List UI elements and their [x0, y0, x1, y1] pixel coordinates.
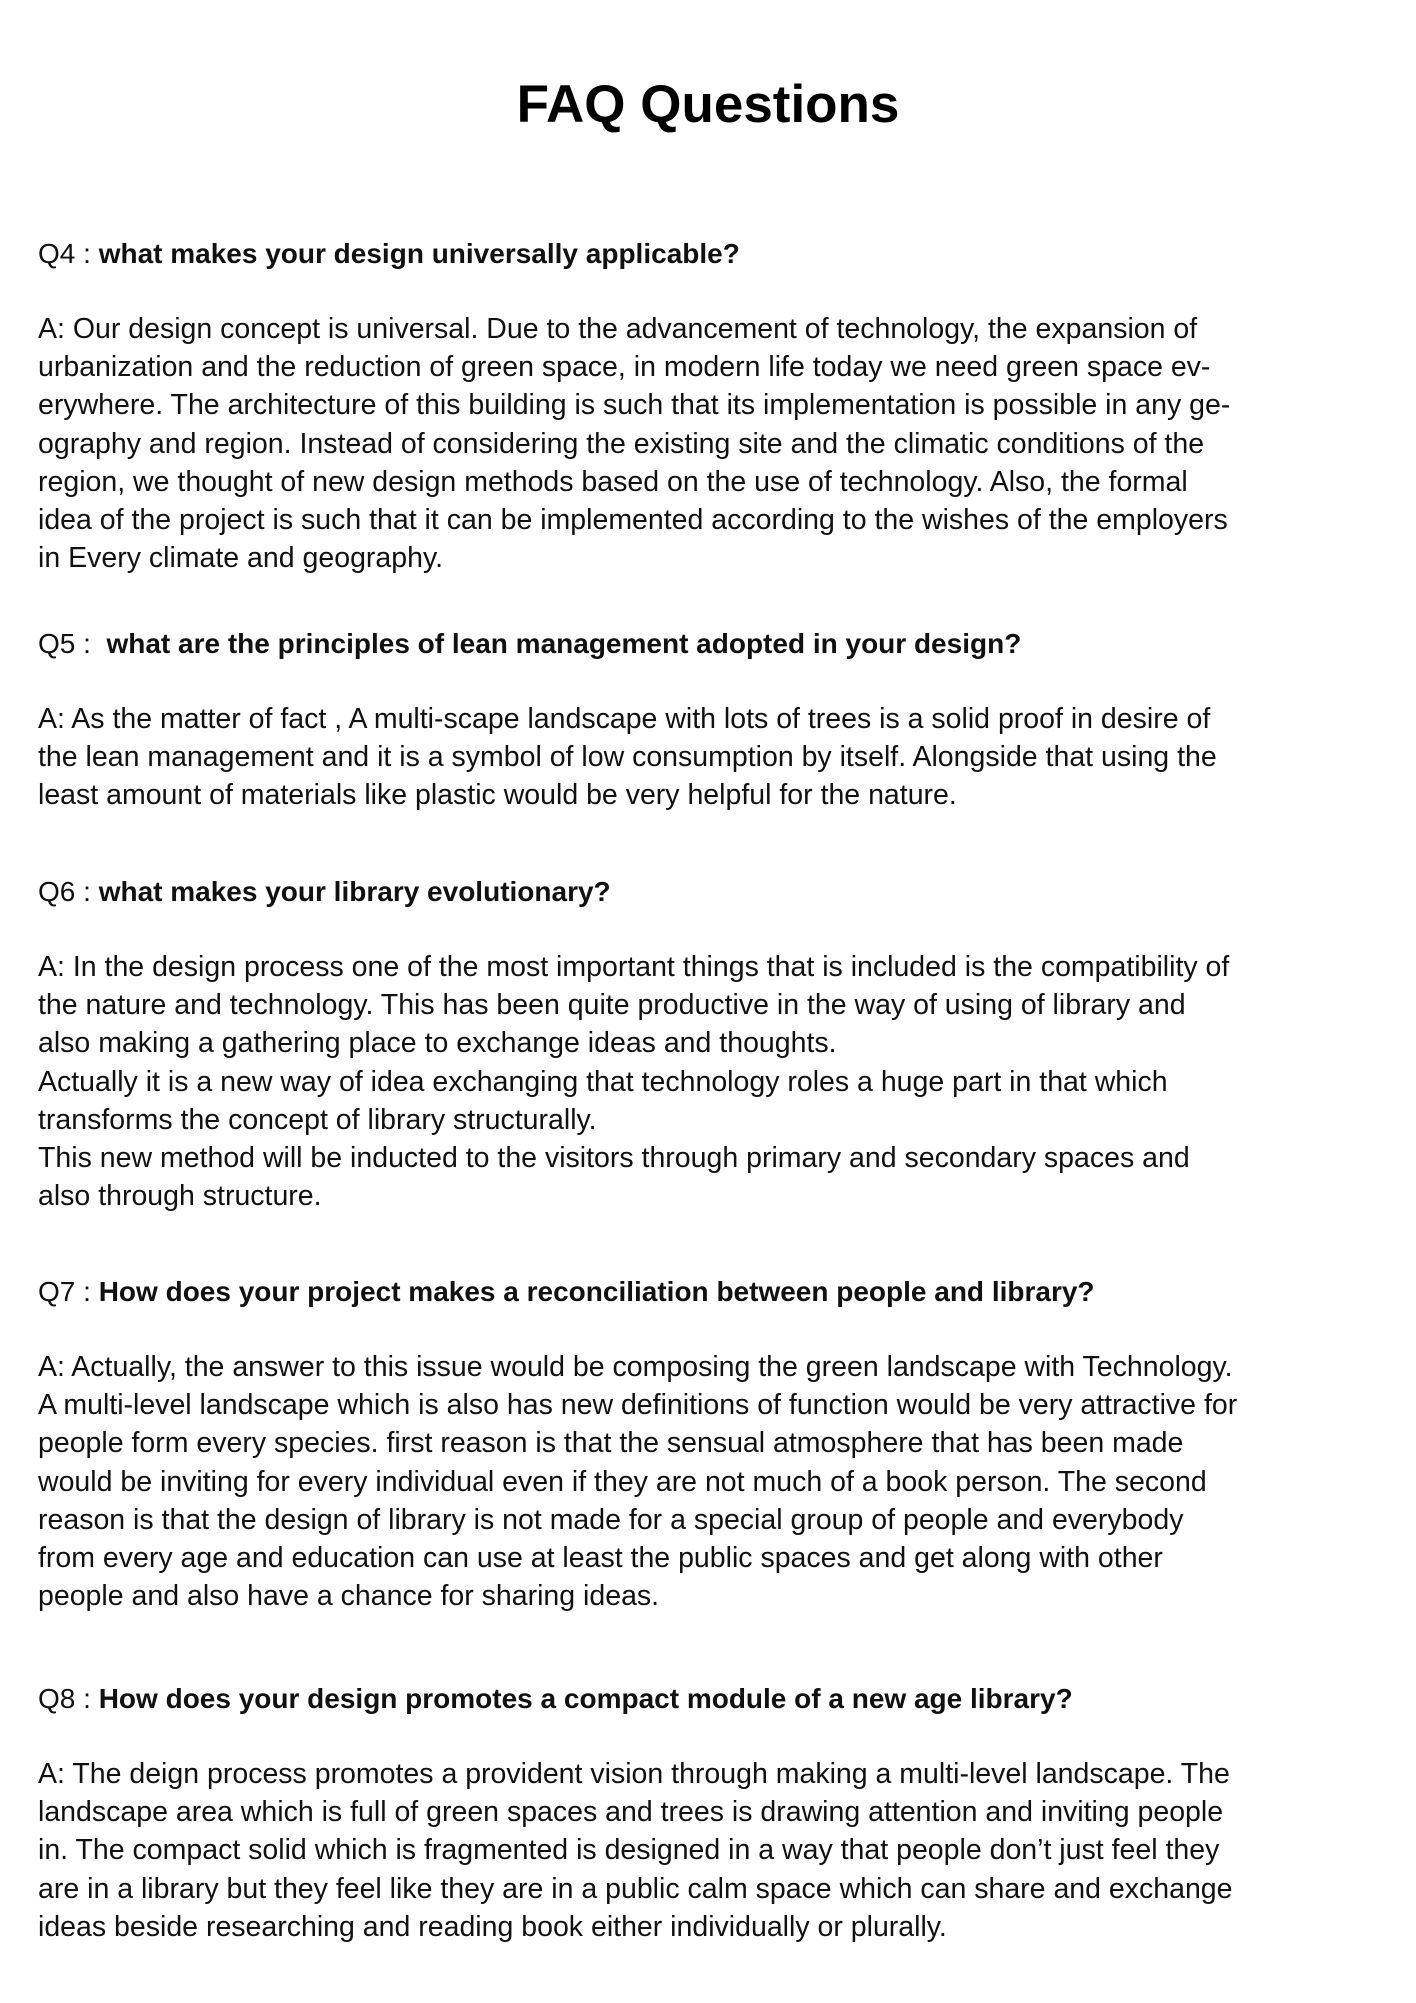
- faq-item-q7: [38, 1273, 1388, 1615]
- answer-line: in Every climate and geography.: [38, 542, 444, 575]
- answer-line: would be inviting for every individual even if they are not much of a book person. The second: [38, 1465, 1207, 1498]
- answer-line: the nature and technology. This has been quite productive in the way of using of library and: [38, 989, 1186, 1022]
- question-label: Q6 :: [38, 876, 99, 907]
- question-label: Q5 :: [38, 628, 107, 659]
- page-title: FAQ Questions: [516, 75, 900, 134]
- answer-line: from every age and education can use at least the public spaces and get along with other: [38, 1542, 1163, 1575]
- answer-line: urbanization and the reduction of green space, in modern life today we need green space ev-: [38, 351, 1211, 384]
- answer-line: the lean management and it is a symbol of low consumption by itself. Alongside that using the: [38, 741, 1217, 774]
- faq-item-q6: [38, 873, 1388, 1215]
- answer-line: idea of the project is such that it can be implemented according to the wishes of the employers: [38, 504, 1228, 537]
- question-q6: [38, 873, 1388, 911]
- question-text: How does your design promotes a compact module of a new age library?: [98, 1683, 1073, 1714]
- question-label: Q4 :: [38, 238, 99, 269]
- answer-line: landscape area which is full of green spaces and trees is drawing attention and inviting people: [38, 1796, 1224, 1829]
- faq-item-q4: [38, 235, 1388, 577]
- answer-line: This new method will be inducted to the visitors through primary and secondary spaces and: [38, 1142, 1190, 1175]
- answer-line: are in a library but they feel like they are in a public calm space which can share and exchange: [38, 1872, 1233, 1905]
- answer-line: people form every species. first reason is that the sensual atmosphere that has been made: [38, 1427, 1184, 1460]
- question-text: what makes your design universally applicable?: [98, 238, 740, 269]
- answer-line: A: As the matter of fact , A multi-scape landscape with lots of trees is a solid proof in desire of: [38, 703, 1211, 735]
- answer-q5: [38, 700, 1388, 815]
- question-label: Q8 :: [38, 1683, 99, 1714]
- answer-line: also through structure.: [38, 1180, 322, 1213]
- answer-line: A: In the design process one of the most important things that is included is the compatibility of: [38, 951, 1230, 983]
- question-label: Q7 :: [38, 1276, 99, 1307]
- answer-line: least amount of materials like plastic would be very helpful for the nature.: [38, 779, 957, 812]
- faq-item-q5: [38, 625, 1388, 815]
- answer-line: A: Actually, the answer to this issue would be composing the green landscape with Technology.: [38, 1351, 1233, 1383]
- answer-q8: [38, 1755, 1388, 1946]
- answer-line: also making a gathering place to exchange ideas and thoughts.: [38, 1027, 837, 1060]
- answer-line: A: Our design concept is universal. Due to the advancement of technology, the expansion of: [38, 313, 1198, 345]
- answer-line: region, we thought of new design methods based on the use of technology. Also, the formal: [38, 465, 1188, 498]
- question-text: How does your project makes a reconciliation between people and library?: [98, 1276, 1095, 1307]
- answer-line: people and also have a chance for sharing ideas.: [38, 1580, 660, 1613]
- answer-line: transforms the concept of library structurally.: [38, 1103, 597, 1136]
- faq-item-q8: [38, 1680, 1388, 1946]
- question-q4: [38, 235, 1388, 273]
- answer-line: A: The deign process promotes a provident vision through making a multi-level landscape. The: [38, 1758, 1230, 1790]
- answer-line: Actually it is a new way of idea exchanging that technology roles a huge part in that which: [38, 1065, 1168, 1098]
- answer-line: in. The compact solid which is fragmented is designed in a way that people don’t just feel they: [38, 1834, 1220, 1867]
- answer-line: reason is that the design of library is not made for a special group of people and everybody: [38, 1503, 1184, 1536]
- answer-line: A multi-level landscape which is also has new definitions of function would be very attractive for: [38, 1389, 1238, 1422]
- question-text: what makes your library evolutionary?: [98, 876, 611, 907]
- question-q5: [38, 625, 1388, 663]
- answer-q4: [38, 310, 1388, 577]
- answer-line: erywhere. The architecture of this building is such that its implementation is possible in any ge-: [38, 389, 1231, 422]
- question-text: what are the principles of lean management adopted in your design?: [106, 628, 1022, 659]
- question-q8: [38, 1680, 1388, 1718]
- answer-q6: [38, 948, 1388, 1215]
- answer-line: ideas beside researching and reading book either individually or plurally.: [38, 1910, 947, 1943]
- question-q7: [38, 1273, 1388, 1311]
- answer-q7: [38, 1348, 1388, 1615]
- answer-line: ography and region. Instead of considering the existing site and the climatic conditions of the: [38, 427, 1205, 460]
